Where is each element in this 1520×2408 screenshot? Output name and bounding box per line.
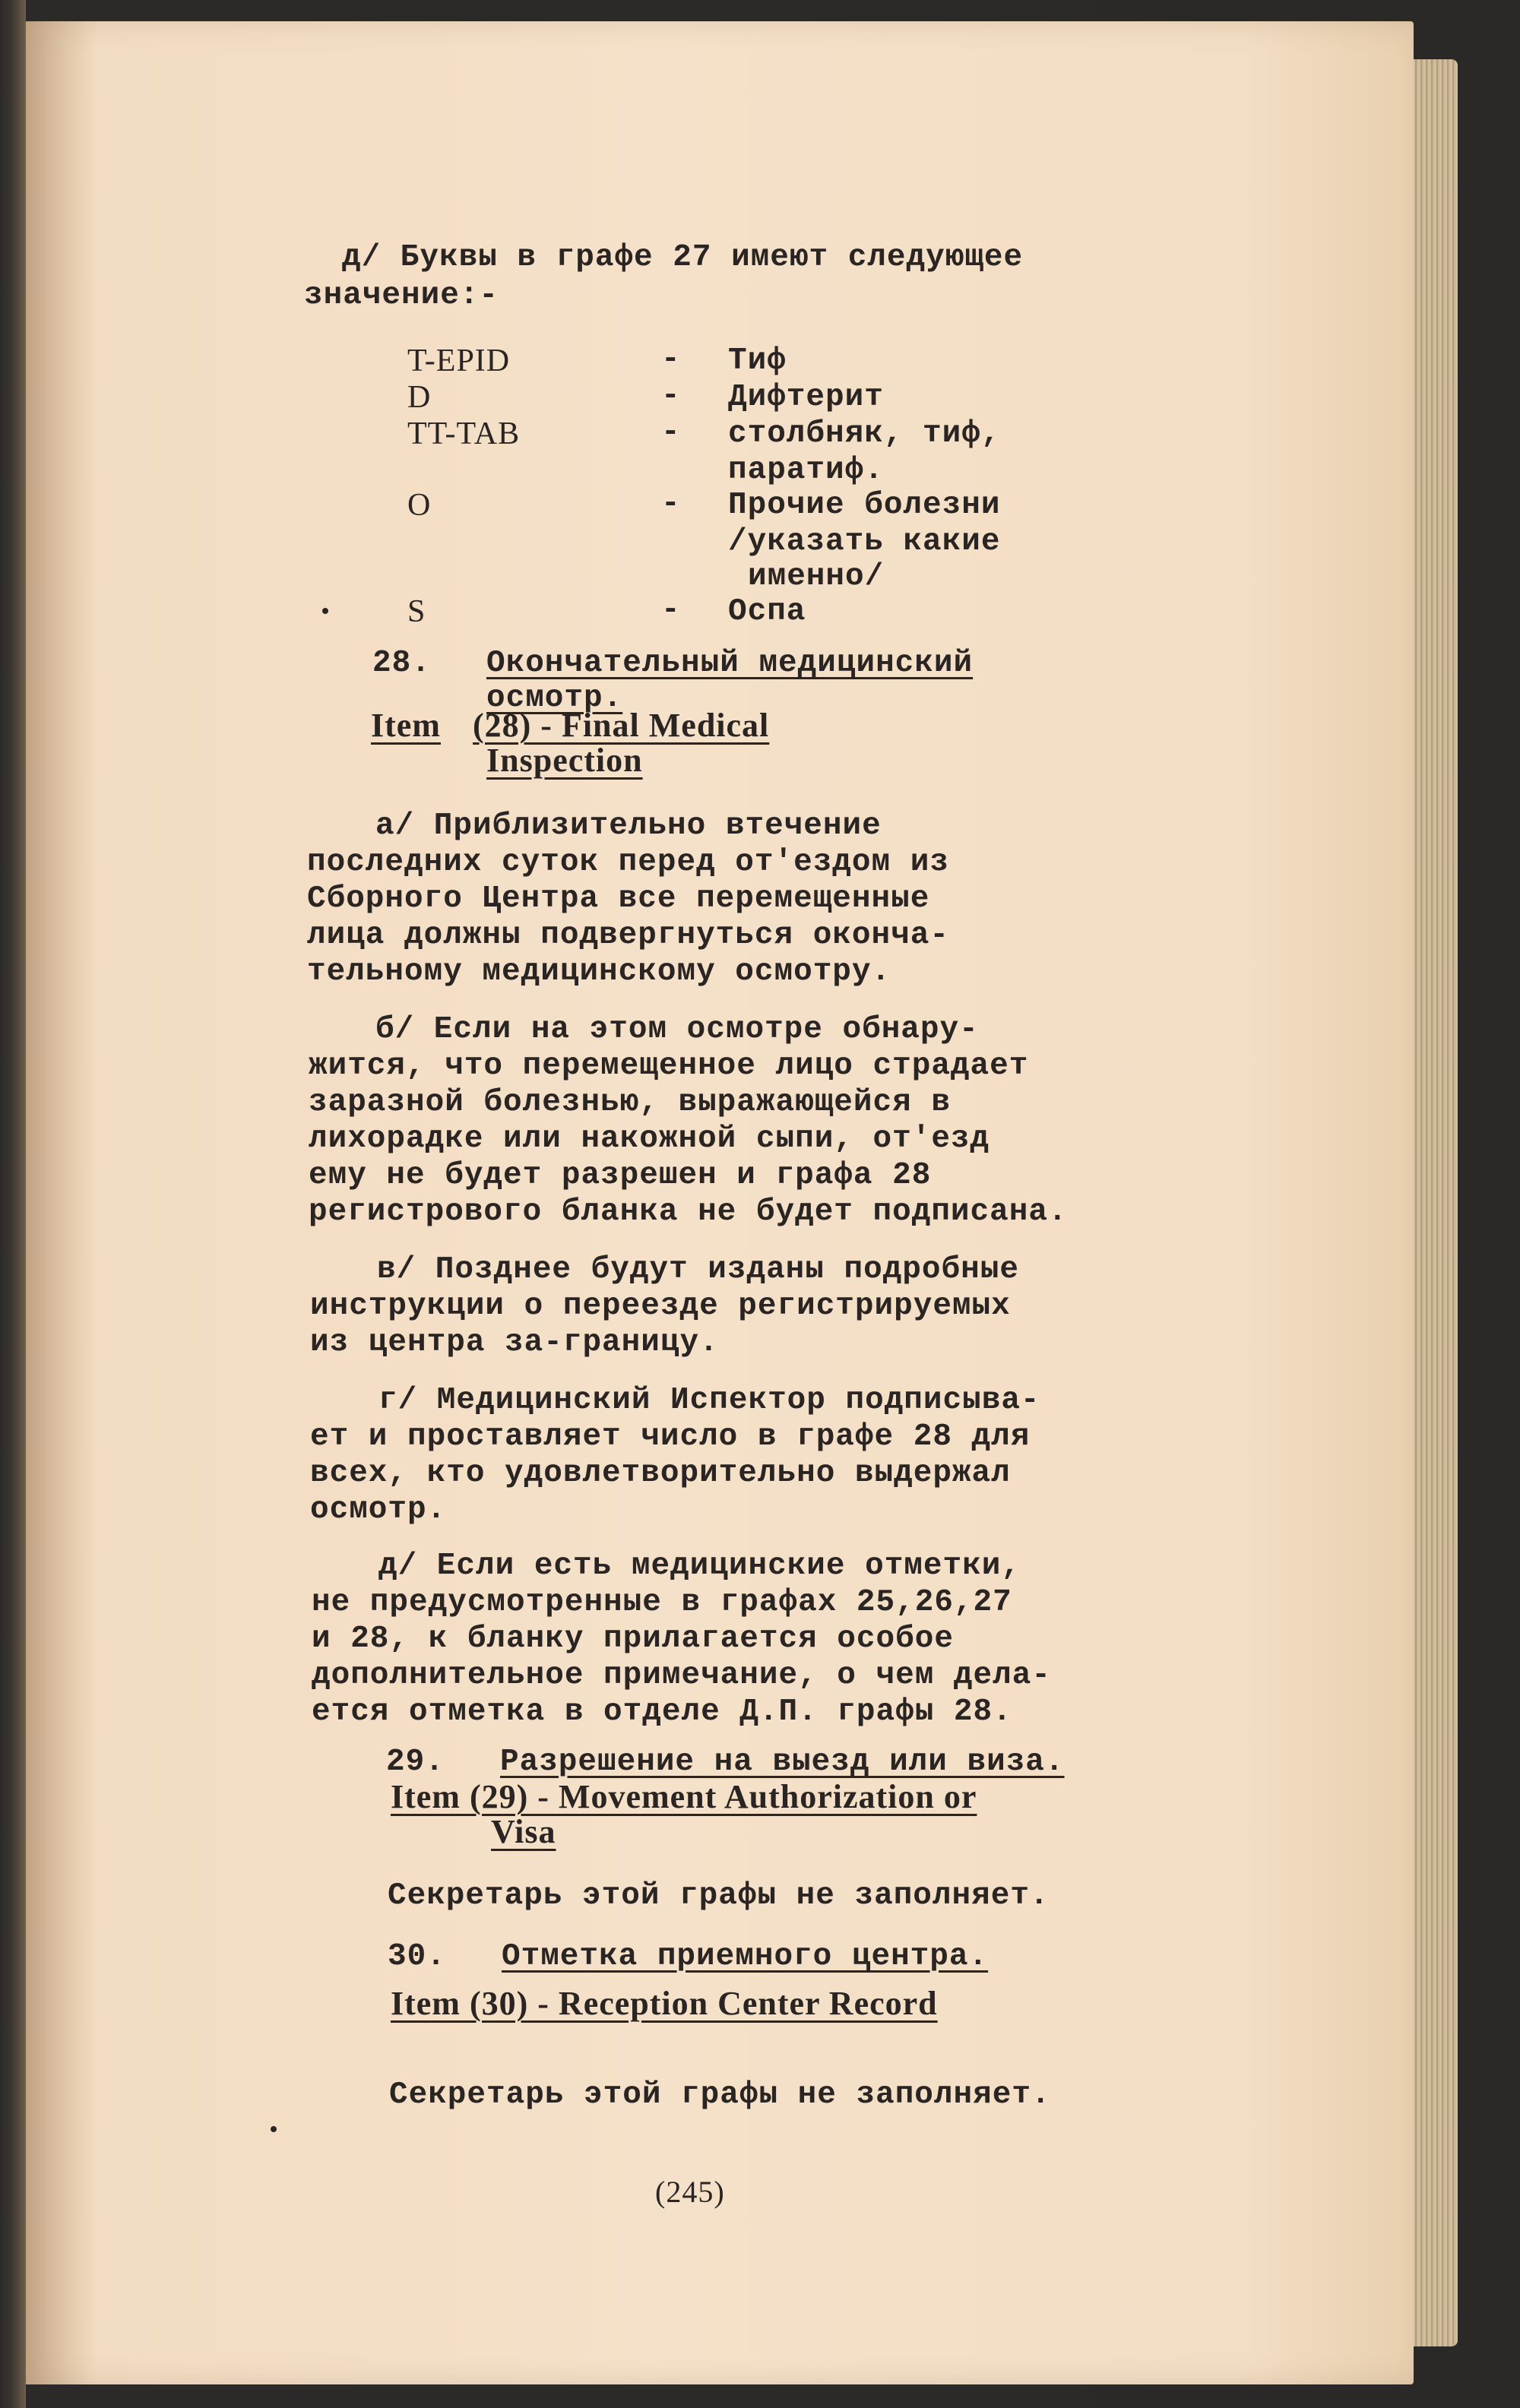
item-28-para-g-line: г/ Медицинский Испектор подписыва-: [378, 1383, 1040, 1418]
code-meaning: /указать какие: [728, 524, 1001, 559]
code-s: S: [407, 594, 426, 629]
item-30-title-en: Item (30) - Reception Center Record: [391, 1985, 938, 2022]
item-28-para-b-line: лихорадке или накожной сыпи, от'езд: [309, 1122, 990, 1157]
item-28-title-en-line-1: (28) - Final Medical: [473, 707, 770, 744]
item-28-title-ru-line-1: Окончательный медицинский: [486, 646, 974, 681]
page-number: (245): [655, 2175, 725, 2209]
binding-crease: [23, 21, 99, 2384]
code-meaning: Дифтерит: [728, 380, 884, 415]
item-29-note: Секретарь этой графы не заполняет.: [388, 1878, 1050, 1913]
item-28-para-b-line: б/ Если на этом осмотре обнару-: [375, 1012, 979, 1047]
item-28-para-a-line: тельному медицинскому осмотру.: [307, 954, 891, 989]
item-28-para-d-line: не предусмотренные в графах 25,26,27: [312, 1585, 1012, 1620]
item-28-title-en-line-2: Inspection: [486, 742, 643, 779]
section-d-intro-line-1: д/ Буквы в графе 27 имеют следующее: [342, 240, 1024, 275]
item-30-note: Секретарь этой графы не заполняет.: [389, 2077, 1051, 2112]
item-28-para-a-line: лица должны подвергнуться оконча-: [307, 918, 949, 953]
item-30-number: 30.: [388, 1939, 446, 1974]
item-28-para-a-line: а/ Приблизительно втечение: [375, 808, 882, 843]
item-29-title-ru: Разрешение на выезд или виза.: [500, 1745, 1065, 1780]
item-29-number: 29.: [386, 1745, 445, 1780]
section-d-intro-line-2: значение:-: [304, 278, 499, 313]
item-28-para-a-line: Сборного Центра все перемещенные: [307, 881, 930, 916]
code-meaning: Прочие болезни: [728, 488, 1001, 523]
item-29-title-en-line-2: Visa: [491, 1813, 556, 1850]
item-28-para-b-line: ему не будет разрешен и графа 28: [309, 1158, 932, 1193]
ink-dot: [271, 2126, 277, 2132]
item-28-para-b-line: жится, что перемещенное лицо страдает: [309, 1049, 1029, 1084]
item-28-para-d-line: и 28, к бланку прилагается особое: [312, 1622, 954, 1656]
code-d: D: [407, 380, 432, 415]
code-o: O: [407, 488, 432, 523]
item-28-para-v-line: инструкции о переезде регистрируемых: [310, 1289, 1011, 1324]
code-dash: -: [661, 378, 681, 413]
code-t-epid: T-EPID: [407, 343, 511, 378]
item-29-title-en-line-1: Item (29) - Movement Authorization or: [391, 1778, 977, 1815]
item-28-para-v-line: из центра за-границу.: [310, 1325, 719, 1360]
item-28-item-label: Item: [371, 707, 441, 744]
item-28-para-d-line: д/ Если есть медицинские отметки,: [378, 1549, 1021, 1584]
item-28-para-d-line: дополнительное примечание, о чем дела-: [312, 1658, 1051, 1693]
code-meaning: паратиф.: [728, 453, 884, 488]
ink-dot: [322, 608, 328, 614]
code-tt-tab: TT-TAB: [407, 416, 521, 451]
code-meaning: столбняк, тиф,: [728, 416, 1001, 451]
code-dash: -: [661, 486, 681, 521]
item-30-title-ru: Отметка приемного центра.: [502, 1939, 989, 1974]
item-28-para-d-line: ется отметка в отделе Д.П. графы 28.: [312, 1694, 1012, 1729]
item-28-para-a-line: последних суток перед от'ездом из: [307, 845, 949, 880]
item-28-para-b-line: регистрового бланка не будет подписана.: [309, 1195, 1068, 1229]
code-meaning: Оспа: [728, 594, 806, 629]
item-28-number: 28.: [372, 646, 431, 681]
code-dash: -: [661, 593, 681, 628]
item-28-title-ru-line-2: осмотр.: [486, 681, 623, 716]
item-28-para-g-line: ет и проставляет число в графе 28 для: [310, 1419, 1031, 1454]
book-binding: [0, 0, 26, 2408]
code-dash: -: [661, 415, 681, 450]
item-28-para-g-line: всех, кто удовлетворительно выдержал: [310, 1456, 1011, 1491]
item-28-para-v-line: в/ Позднее будут изданы подробные: [377, 1252, 1019, 1287]
code-dash: -: [661, 342, 681, 377]
code-meaning: Тиф: [728, 343, 787, 378]
code-meaning: именно/: [748, 559, 885, 594]
item-28-para-g-line: осмотр.: [310, 1492, 447, 1527]
item-28-para-b-line: заразной болезнью, выражающейся в: [309, 1085, 951, 1120]
